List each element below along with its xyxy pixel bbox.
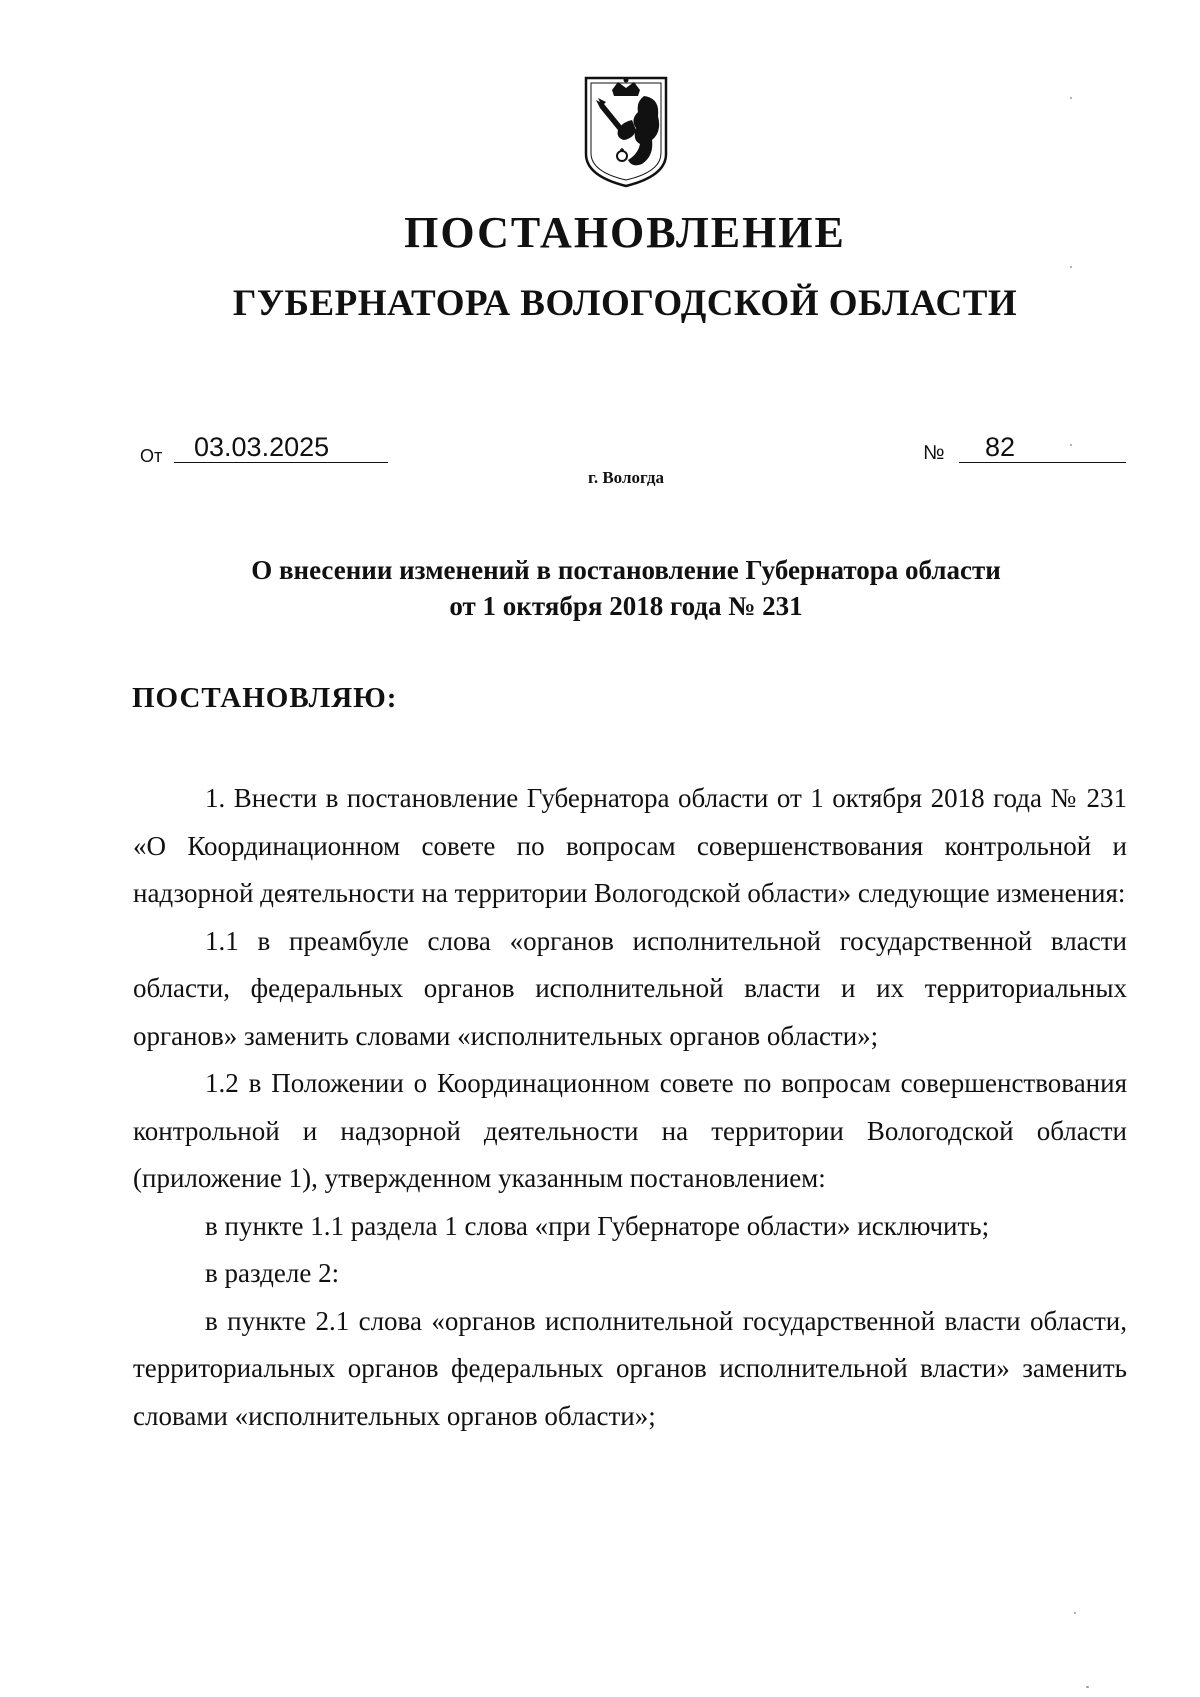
paragraph-2-1: в пункте 2.1 слова «органов исполнительной государственной власти области, территориальных органов федеральных органов исполнительной власти» заменить словами «исполнительных органов области»;	[133, 1305, 1127, 1431]
paragraph-1: 1. Внести в постановление Губернатора области от 1 октября 2018 года № 231 «О Координационном совете по вопросам совершенствования контрольной и надзорной деятельности на территории Вологодской области» следующие изменения:	[133, 783, 1127, 908]
scan-speck	[1086, 1686, 1089, 1688]
document-subject	[140, 552, 1112, 624]
date-value: 03.03.2025	[174, 432, 388, 463]
document-issuer: ГУБЕРНАТОРА ВОЛОГОДСКОЙ ОБЛАСТИ	[232, 283, 1018, 324]
scan-speck	[1070, 266, 1072, 268]
document-title: ПОСТАНОВЛЕНИЕ	[404, 208, 846, 257]
paragraph-section-1: в пункте 1.1 раздела 1 слова «при Губернаторе области» исключить;	[205, 1210, 990, 1241]
paragraph-1-2: 1.2 в Положении о Координационном совете по вопросам совершенствования контрольной и надзорной деятельности на территории Вологодской области (приложение 1), утвержденном указанным постановлением:	[133, 1068, 1127, 1193]
scan-speck	[1070, 97, 1072, 99]
vologda-coat-of-arms-icon	[582, 76, 670, 188]
city-label: г. Вологда	[588, 468, 664, 487]
document-body	[133, 775, 1127, 1440]
subject-line-1: О внесении изменений в постановление Губернатора области	[251, 555, 1001, 585]
number-label: №	[923, 442, 945, 464]
scan-speck	[1074, 1612, 1076, 1614]
decree-heading: ПОСТАНОВЛЯЮ:	[132, 682, 398, 714]
number-value: 82	[959, 432, 1126, 463]
subject-line-2: от 1 октября 2018 года № 231	[449, 591, 803, 621]
paragraph-1-1: 1.1 в преамбуле слова «органов исполнительной государственной власти области, федеральных органов исполнительной власти и их территориальных органов» заменить словами «исполнительных органов области»;	[133, 925, 1127, 1051]
scan-speck	[1070, 444, 1072, 446]
date-label: От	[140, 446, 163, 466]
paragraph-section-2: в разделе 2:	[205, 1258, 340, 1288]
